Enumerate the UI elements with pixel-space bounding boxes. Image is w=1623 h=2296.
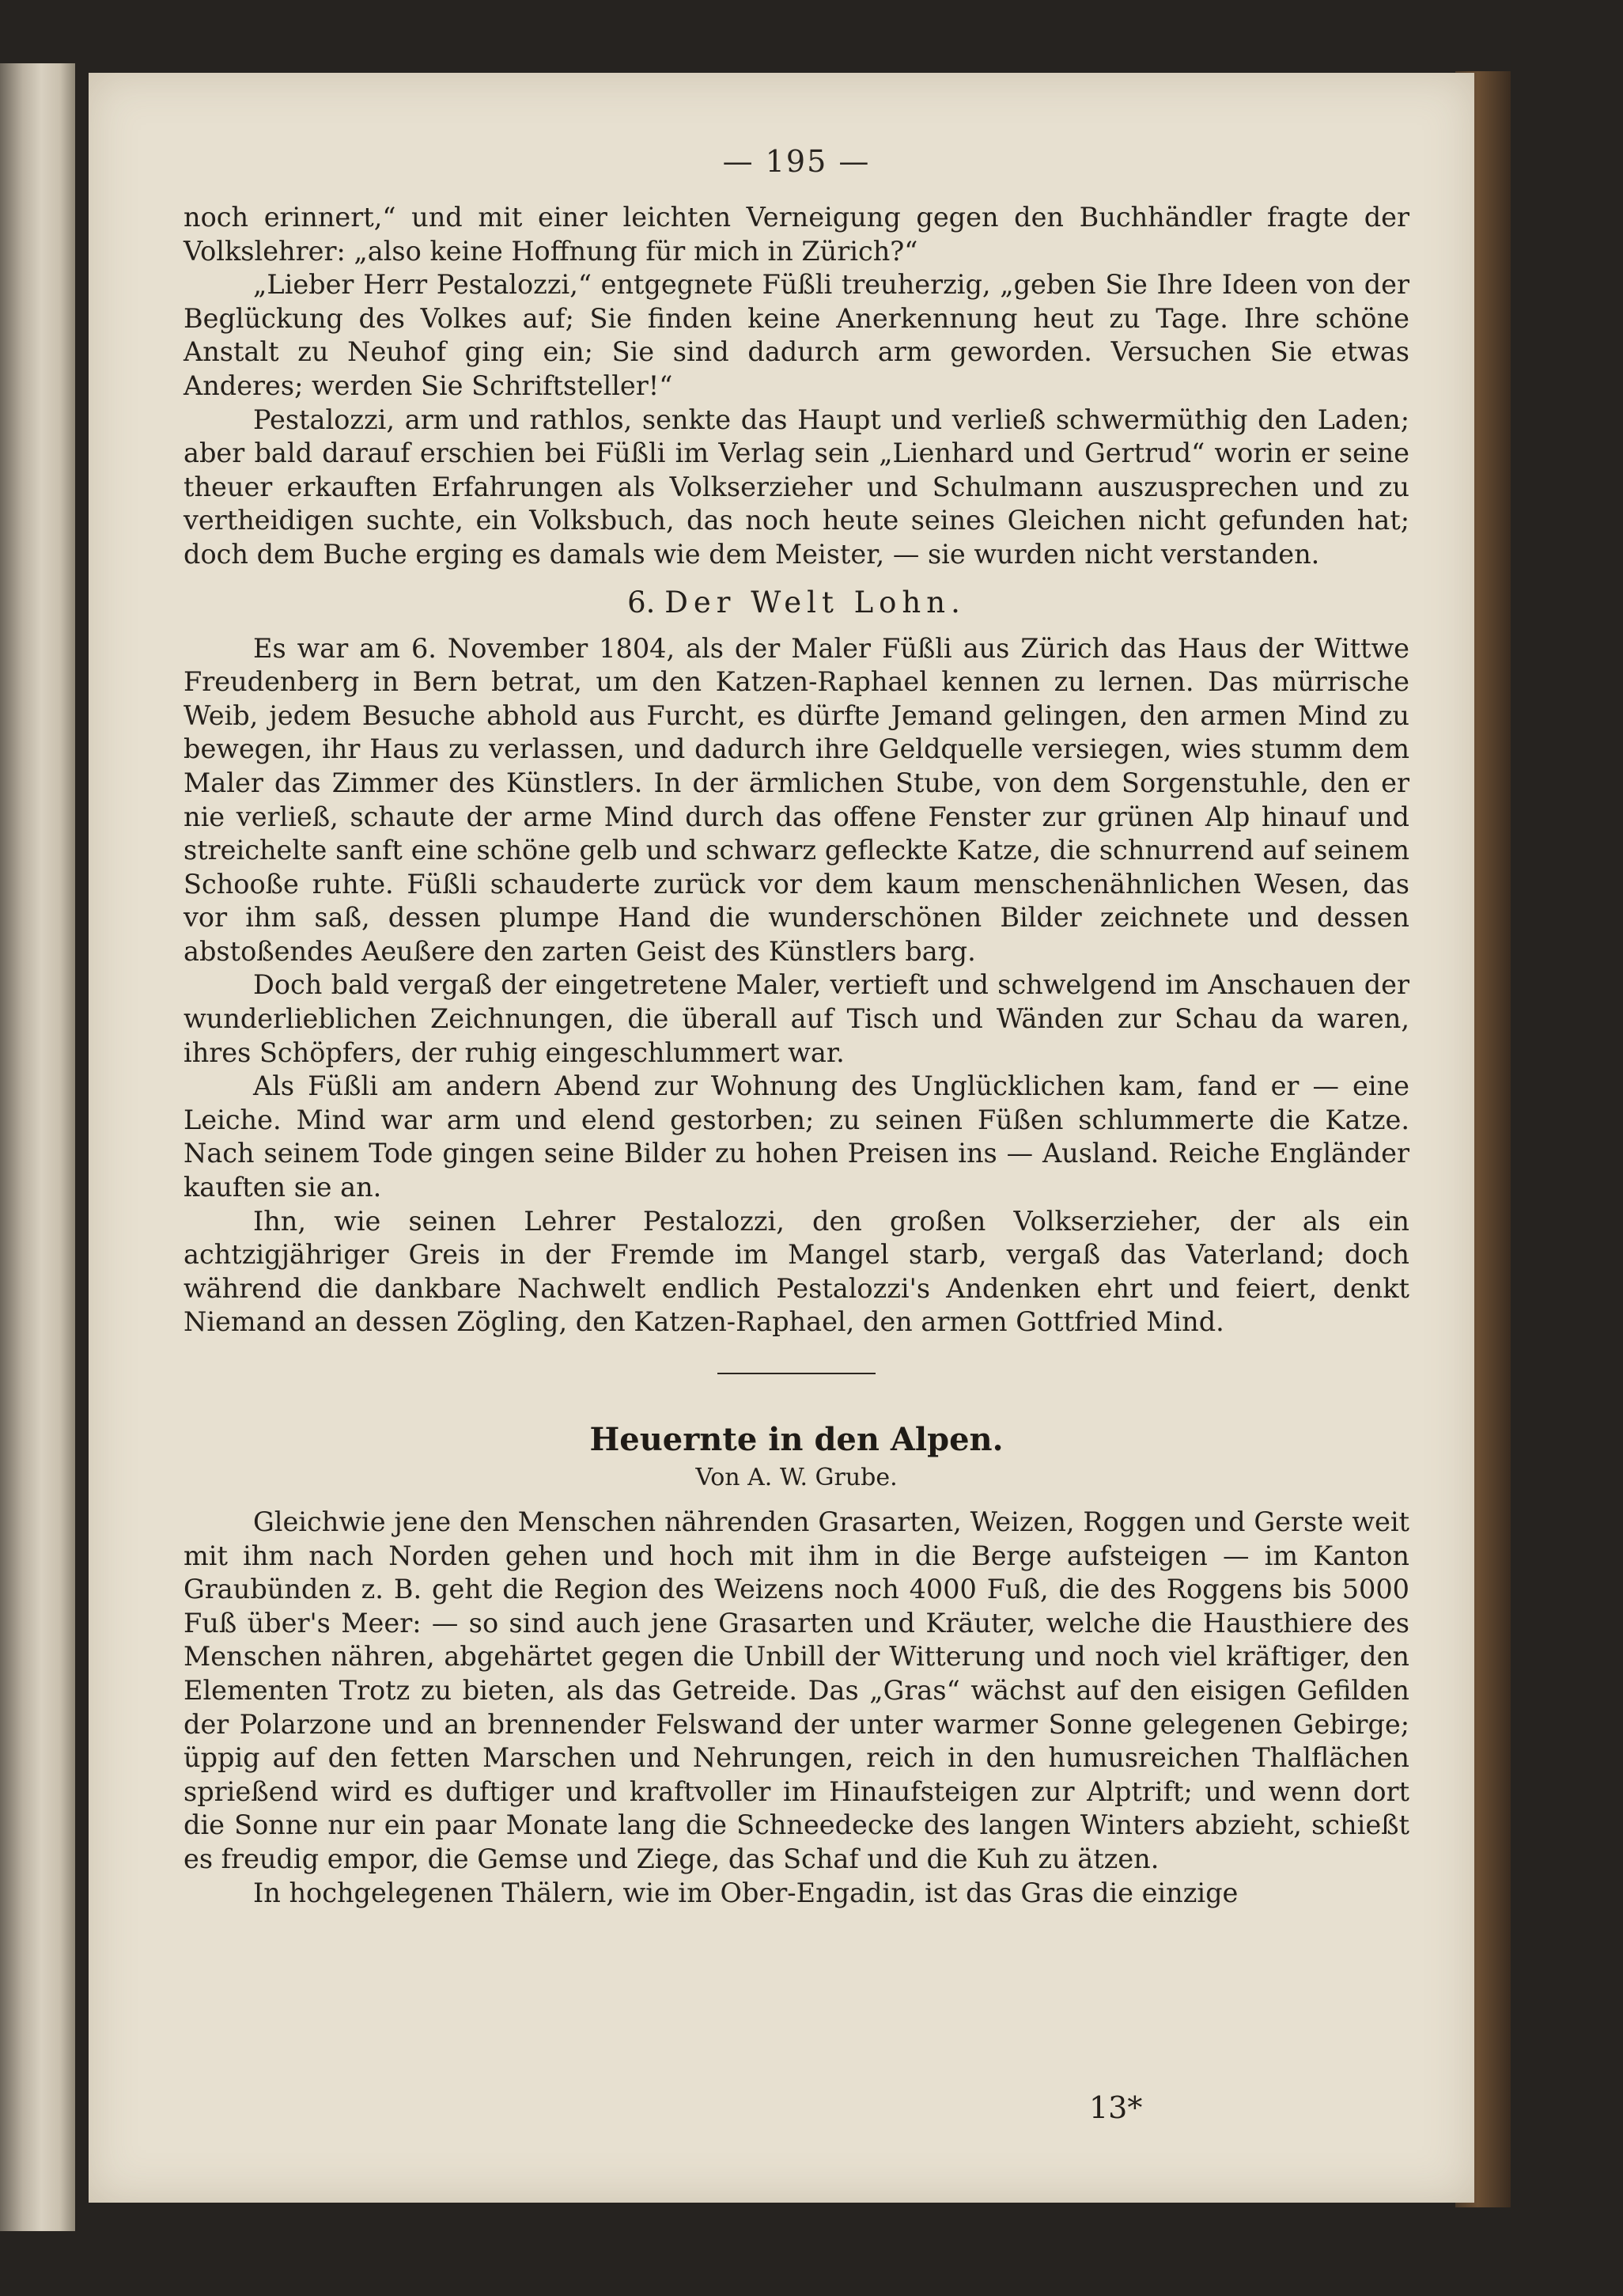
section-heading	[183, 582, 1409, 624]
paragraph: Ihn, wie seinen Lehrer Pestalozzi, den großen Volkserzieher, der als ein achtzigjähriger Greis in der Fremde im Mangel starb, vergaß das Vaterland; doch während die dankbare Nachwelt endlich Pestalozzi's Andenken ehrt und feiert, denkt Niemand an dessen Zögling, den Katzen-Raphael, den armen Gottfried Mind.	[183, 1205, 1409, 1338]
paragraph: „Lieber Herr Pestalozzi,“ entgegnete Füßli treuherzig, „geben Sie Ihre Ideen von der Beglückung des Volkes auf; Sie finden keine Anerkennung heut zu Tage. Ihre schöne Anstalt zu Neuhof ging ein; Sie sind dadurch arm geworden. Versuchen Sie etwas Anderes; werden Sie Schriftsteller!“	[183, 269, 1409, 401]
page-number: — 195 —	[722, 144, 871, 179]
page-content	[183, 144, 1409, 1910]
left-page-edge	[0, 63, 75, 2231]
article-author: Von A. W. Grube.	[695, 1464, 898, 1491]
article-title: Heuernte in den Alpen.	[589, 1421, 1004, 1458]
section-divider	[717, 1373, 876, 1374]
paragraph: Doch bald vergaß der eingetretene Maler, vertieft und schwelgend im Anschauen der wunderlieblichen Zeichnungen, die überall auf Tisch und Wänden zur Schau da waren, ihres Schöpfers, der ruhig eingeschlummert war.	[183, 969, 1409, 1068]
book-page	[89, 73, 1474, 2203]
paragraph: noch erinnert,“ und mit einer leichten Verneigung gegen den Buchhändler fragte der Volkslehrer: „also keine Hoffnung für mich in Zürich?“	[183, 202, 1409, 267]
paragraph: Es war am 6. November 1804, als der Maler Füßli aus Zürich das Haus der Wittwe Freudenberg in Bern betrat, um den Katzen-Raphael kennen zu lernen. Das mürrische Weib, jedem Besuche abhold aus Furcht, es dürfte Jemand gelingen, den armen Mind zu bewegen, ihr Haus zu verlassen, und dadurch ihre Geldquelle versiegen, wies stumm dem Maler das Zimmer des Künstlers. In der ärmlichen Stube, von dem Sorgenstuhle, den er nie verließ, schaute der arme Mind durch das offene Fenster zur grünen Alp hinauf und streichelte sanft eine schöne gelb und schwarz gefleckte Katze, die schnurrend auf seinem Schooße ruhte. Füßli schauderte zurück vor dem kaum menschenähnlichen Wesen, das vor ihm saß, dessen plumpe Hand die wunderschönen Bilder zeichnete und dessen abstoßendes Aeußere den zarten Geist des Künstlers barg.	[183, 632, 1409, 967]
paragraph: In hochgelegenen Thälern, wie im Ober-Engadin, ist das Gras die einzige	[253, 1877, 1239, 1908]
section-title: Der Welt Lohn.	[664, 585, 966, 619]
paragraph: Als Füßli am andern Abend zur Wohnung des Unglücklichen kam, fand er — eine Leiche. Mind war arm und elend gestorben; zu seinen Füßen schlummerte die Katze. Nach seinem Tode gingen seine Bilder zu hohen Preisen ins — Ausland. Reiche Engländer kauften sie an.	[183, 1070, 1409, 1203]
printer-signature: 13*	[1089, 2090, 1143, 2125]
paragraph: Pestalozzi, arm und rathlos, senkte das Haupt und verließ schwermüthig den Laden; aber bald darauf erschien bei Füßli im Verlag sein „Lienhard und Gertrud“ worin er seine theuer erkauften Erfahrungen als Volkserzieher und Schulmann auszusprechen und zu vertheidigen suchte, ein Volksbuch, das noch heute seines Gleichen nicht gefunden hat; doch dem Buche erging es damals wie dem Meister, — sie wurden nicht verstanden.	[183, 404, 1409, 570]
paragraph: Gleichwie jene den Menschen nährenden Grasarten, Weizen, Roggen und Gerste weit mit ihm nach Norden gehen und hoch mit ihm in die Berge aufsteigen — im Kanton Graubünden z. B. geht die Region des Weizens noch 4000 Fuß, die des Roggens bis 5000 Fuß über's Meer: — so sind auch jene Grasarten und Kräuter, welche die Hausthiere des Menschen nähren, abgehärtet gegen die Unbill der Witterung und noch viel kräftiger, den Elementen Trotz zu bieten, als das Getreide. Das „Gras“ wächst auf den eisigen Gefilden der Polarzone und an brennender Felswand der unter warmer Sonne gelegenen Gebirge; üppig auf den fetten Marschen und Nehrungen, reich in den humusreichen Thalflächen sprießend wird es duftiger und kraftvoller im Hinaufsteigen zur Alptrift; und wenn dort die Sonne nur ein paar Monate lang die Schneedecke des langen Winters abzieht, schießt es freudig empor, die Gemse und Ziege, das Schaf und die Kuh zu ätzen.	[183, 1506, 1409, 1874]
section-number: 6.	[627, 585, 656, 619]
